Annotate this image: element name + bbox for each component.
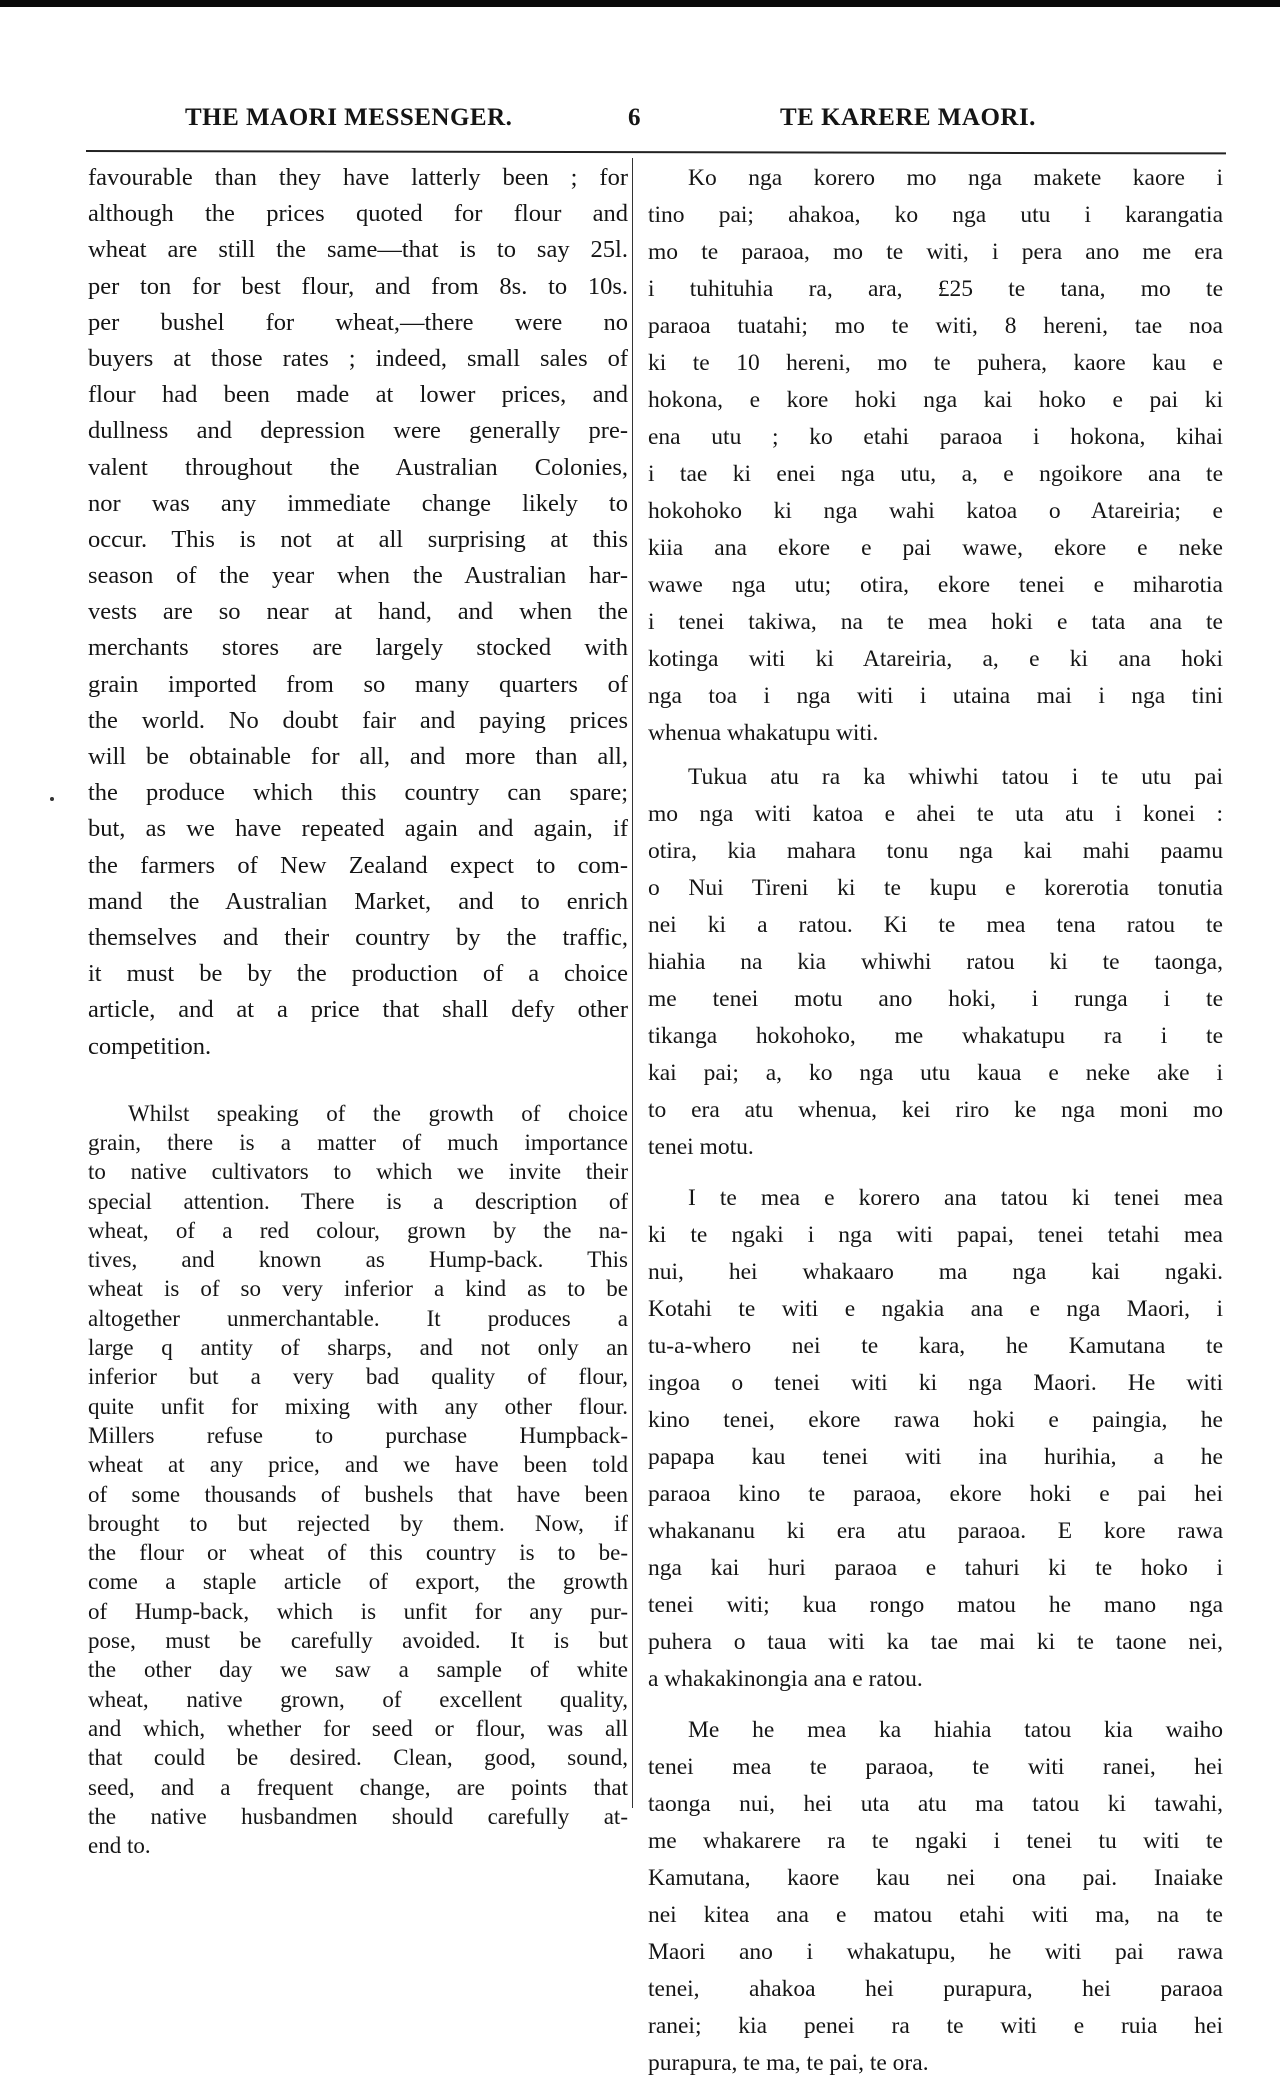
text-line: seed, and a frequent change, are points that bbox=[88, 1774, 628, 1800]
text-line: mo nga witi katoa e ahei te uta atu i konei : bbox=[648, 801, 1223, 827]
text-line: large q antity of sharps, and not only an bbox=[88, 1335, 628, 1361]
text-line: purapura, te ma, te pai, te ora. bbox=[648, 2050, 929, 2076]
text-line: ranei; kia penei ra te witi e ruia hei bbox=[648, 2013, 1223, 2039]
text-line: Whilst speaking of the growth of choice bbox=[128, 1100, 628, 1126]
text-line: the produce which this country can spare; bbox=[88, 779, 628, 807]
text-line: quite unfit for mixing with any other flour. bbox=[88, 1393, 628, 1419]
text-line: i tenei takiwa, na te mea hoki e tata ana te bbox=[648, 609, 1223, 635]
text-line: tives, and known as Hump-back. This bbox=[88, 1247, 628, 1273]
text-line: grain imported from so many quarters of bbox=[88, 670, 628, 698]
text-line: will be obtainable for all, and more than all, bbox=[88, 743, 628, 770]
english-paragraph-1 bbox=[88, 160, 628, 1065]
text-line: Me he mea ka hiahia tatou kia waiho bbox=[688, 1717, 1223, 1743]
text-line: puhera o taua witi ka tae mai ki te taone nei, bbox=[648, 1629, 1223, 1655]
text-line: and which, whether for seed or flour, was all bbox=[88, 1715, 628, 1741]
margin-mark bbox=[50, 797, 54, 801]
text-line: tikanga hokohoko, me whakatupu ra i te bbox=[648, 1023, 1223, 1049]
text-line: wawe nga utu; otira, ekore tenei e miharotia bbox=[648, 572, 1223, 598]
text-line: hokona, e kore hoki nga kai hoko e pai ki bbox=[648, 387, 1223, 413]
text-line: otira, kia mahara tonu nga kai mahi paamu bbox=[648, 838, 1223, 864]
text-line: ena utu ; ko etahi paraoa i hokona, kihai bbox=[648, 424, 1223, 450]
text-line: me tenei motu ano hoki, i runga i te bbox=[648, 986, 1223, 1012]
text-line: the other day we saw a sample of white bbox=[88, 1657, 628, 1683]
text-line: flour had been made at lower prices, and bbox=[88, 381, 628, 409]
text-line: but, as we have repeated again and again, if bbox=[88, 815, 628, 843]
text-line: that could be desired. Clean, good, sound, bbox=[88, 1745, 628, 1771]
text-line: favourable than they have latterly been ; for bbox=[88, 164, 628, 191]
text-line: the native husbandmen should carefully at- bbox=[88, 1803, 628, 1829]
text-line: wheat, of a red colour, grown by the na- bbox=[88, 1217, 628, 1243]
text-line: the flour or wheat of this country is to be- bbox=[88, 1540, 628, 1566]
text-line: come a staple article of export, the growth bbox=[88, 1569, 628, 1595]
text-line: merchants stores are largely stocked with bbox=[88, 634, 628, 662]
text-line: wheat, native grown, of excellent quality, bbox=[88, 1686, 628, 1712]
maori-paragraph-3 bbox=[648, 1180, 1223, 1698]
text-line: paraoa tuatahi; mo te witi, 8 hereni, tae noa bbox=[648, 313, 1223, 339]
text-line: tino pai; ahakoa, ko nga utu i karangatia bbox=[648, 202, 1223, 228]
text-line: it must be by the production of a choice bbox=[88, 960, 628, 988]
maori-paragraph-2 bbox=[648, 759, 1223, 1166]
scan-top-border bbox=[0, 0, 1280, 7]
page-number: 6 bbox=[628, 104, 641, 131]
text-line: Millers refuse to purchase Humpback- bbox=[88, 1422, 628, 1448]
text-line: me whakarere ra te ngaki i tenei tu witi te bbox=[648, 1828, 1223, 1854]
text-line: a whakakinongia ana e ratou. bbox=[648, 1666, 923, 1692]
text-line: nei ki a ratou. Ki te mea tena ratou te bbox=[648, 912, 1223, 938]
text-line: nei kitea ana e matou etahi witi ma, na te bbox=[648, 1902, 1223, 1928]
column-divider bbox=[632, 158, 633, 1808]
text-line: the world. No doubt fair and paying prices bbox=[88, 706, 628, 734]
text-line: although the prices quoted for flour and bbox=[88, 200, 628, 228]
text-line: i tae ki enei nga utu, a, e ngoikore ana te bbox=[648, 461, 1223, 487]
text-line: special attention. There is a description of bbox=[88, 1188, 628, 1214]
text-line: I te mea e korero ana tatou ki tenei mea bbox=[688, 1185, 1223, 1211]
text-line: vests are so near at hand, and when the bbox=[88, 598, 628, 626]
maori-title: TE KARERE MAORI. bbox=[780, 104, 1036, 131]
text-line: tenei witi; kua rongo matou he mano nga bbox=[648, 1592, 1223, 1618]
text-line: themselves and their country by the traffic, bbox=[88, 923, 628, 951]
text-line: hiahia na kia whiwhi ratou ki te taonga, bbox=[648, 949, 1223, 975]
text-line: Kamutana, kaore kau nei ona pai. Inaiake bbox=[648, 1865, 1223, 1891]
maori-column bbox=[648, 160, 1223, 2082]
text-line: tenei mea te paraoa, te witi ranei, hei bbox=[648, 1754, 1223, 1780]
text-line: the farmers of New Zealand expect to com- bbox=[88, 851, 628, 879]
running-head bbox=[0, 104, 1280, 144]
text-line: occur. This is not at all surprising at this bbox=[88, 525, 628, 553]
text-line: Kotahi te witi e ngakia ana e nga Maori, i bbox=[648, 1296, 1223, 1322]
english-title: THE MAORI MESSENGER. bbox=[185, 104, 513, 131]
text-line: article, and at a price that shall defy other bbox=[88, 996, 628, 1024]
text-line: tu-a-whero nei te kara, he Kamutana te bbox=[648, 1333, 1223, 1359]
text-line: season of the year when the Australian har- bbox=[88, 562, 628, 590]
text-line: wheat is of so very inferior a kind as to be bbox=[88, 1276, 628, 1302]
text-line: paraoa kino te paraoa, ekore hoki e pai hei bbox=[648, 1481, 1223, 1507]
text-line: tenei motu. bbox=[648, 1134, 754, 1160]
text-line: Ko nga korero mo nga makete kaore i bbox=[688, 165, 1223, 191]
text-line: kino tenei, ekore rawa hoki e paingia, he bbox=[648, 1407, 1223, 1433]
text-line: nor was any immediate change likely to bbox=[88, 489, 628, 517]
text-line: per ton for best flour, and from 8s. to 10s. bbox=[88, 272, 628, 300]
text-line: wheat at any price, and we have been told bbox=[88, 1452, 628, 1478]
text-line: kai pai; a, ko nga utu kaua e neke ake i bbox=[648, 1060, 1223, 1086]
english-column bbox=[88, 160, 628, 1860]
text-line: ingoa o tenei witi ki nga Maori. He witi bbox=[648, 1370, 1223, 1396]
text-line: grain, there is a matter of much importance bbox=[88, 1129, 628, 1155]
english-paragraph-2 bbox=[88, 1099, 628, 1861]
text-line: Tukua atu ra ka whiwhi tatou i te utu pai bbox=[688, 764, 1223, 790]
text-line: competition. bbox=[88, 1032, 212, 1060]
text-line: kotinga witi ki Atareiria, a, e ki ana hoki bbox=[648, 646, 1223, 672]
text-line: whakananu ki era atu paraoa. E kore rawa bbox=[648, 1518, 1223, 1544]
text-line: to native cultivators to which we invite their bbox=[88, 1159, 628, 1185]
text-line: whenua whakatupu witi. bbox=[648, 720, 879, 746]
text-line: brought to but rejected by them. Now, if bbox=[88, 1510, 628, 1536]
text-line: nga kai huri paraoa e tahuri ki te hoko i bbox=[648, 1555, 1223, 1581]
text-line: of Hump-back, which is unfit for any pur- bbox=[88, 1598, 628, 1624]
text-line: buyers at those rates ; indeed, small sales of bbox=[88, 344, 628, 372]
text-line: altogether unmerchantable. It produces a bbox=[88, 1305, 628, 1331]
text-line: tenei, ahakoa hei purapura, hei paraoa bbox=[648, 1976, 1223, 2002]
text-line: hokohoko ki nga wahi katoa o Atareiria; e bbox=[648, 498, 1223, 524]
text-line: nui, hei whakaaro ma nga kai ngaki. bbox=[648, 1259, 1223, 1285]
text-line: of some thousands of bushels that have been bbox=[88, 1481, 628, 1507]
text-line: nga toa i nga witi i utaina mai i nga tini bbox=[648, 683, 1223, 709]
text-line: ki te ngaki i nga witi papai, tenei tetahi mea bbox=[648, 1222, 1223, 1248]
text-line: pose, must be carefully avoided. It is but bbox=[88, 1628, 628, 1654]
text-line: kiia ana ekore e pai wawe, ekore e neke bbox=[648, 535, 1223, 561]
maori-paragraph-4 bbox=[648, 1712, 1223, 2082]
text-line: valent throughout the Australian Colonies, bbox=[88, 453, 628, 481]
text-line: i tuhituhia ra, ara, £25 te tana, mo te bbox=[648, 276, 1223, 302]
header-rule bbox=[86, 150, 1226, 154]
text-line: mand the Australian Market, and to enrich bbox=[88, 887, 628, 915]
text-line: ki te 10 hereni, mo te puhera, kaore kau e bbox=[648, 350, 1223, 376]
text-line: to era atu whenua, kei riro ke nga moni mo bbox=[648, 1097, 1223, 1123]
text-line: wheat are still the same—that is to say 25l. bbox=[88, 236, 628, 264]
text-line: taonga nui, hei uta atu ma tatou ki tawahi, bbox=[648, 1791, 1223, 1817]
text-line: end to. bbox=[88, 1833, 151, 1859]
text-line: dullness and depression were generally pre- bbox=[88, 417, 628, 445]
text-line: per bushel for wheat,—there were no bbox=[88, 308, 628, 336]
text-line: mo te paraoa, mo te witi, i pera ano me era bbox=[648, 239, 1223, 265]
text-line: o Nui Tireni ki te kupu e korerotia tonutia bbox=[648, 875, 1223, 901]
text-line: papapa kau tenei witi ina hurihia, a he bbox=[648, 1444, 1223, 1470]
maori-paragraph-1 bbox=[648, 160, 1223, 752]
text-line: Maori ano i whakatupu, he witi pai rawa bbox=[648, 1939, 1223, 1965]
text-line: inferior but a very bad quality of flour, bbox=[88, 1364, 628, 1390]
